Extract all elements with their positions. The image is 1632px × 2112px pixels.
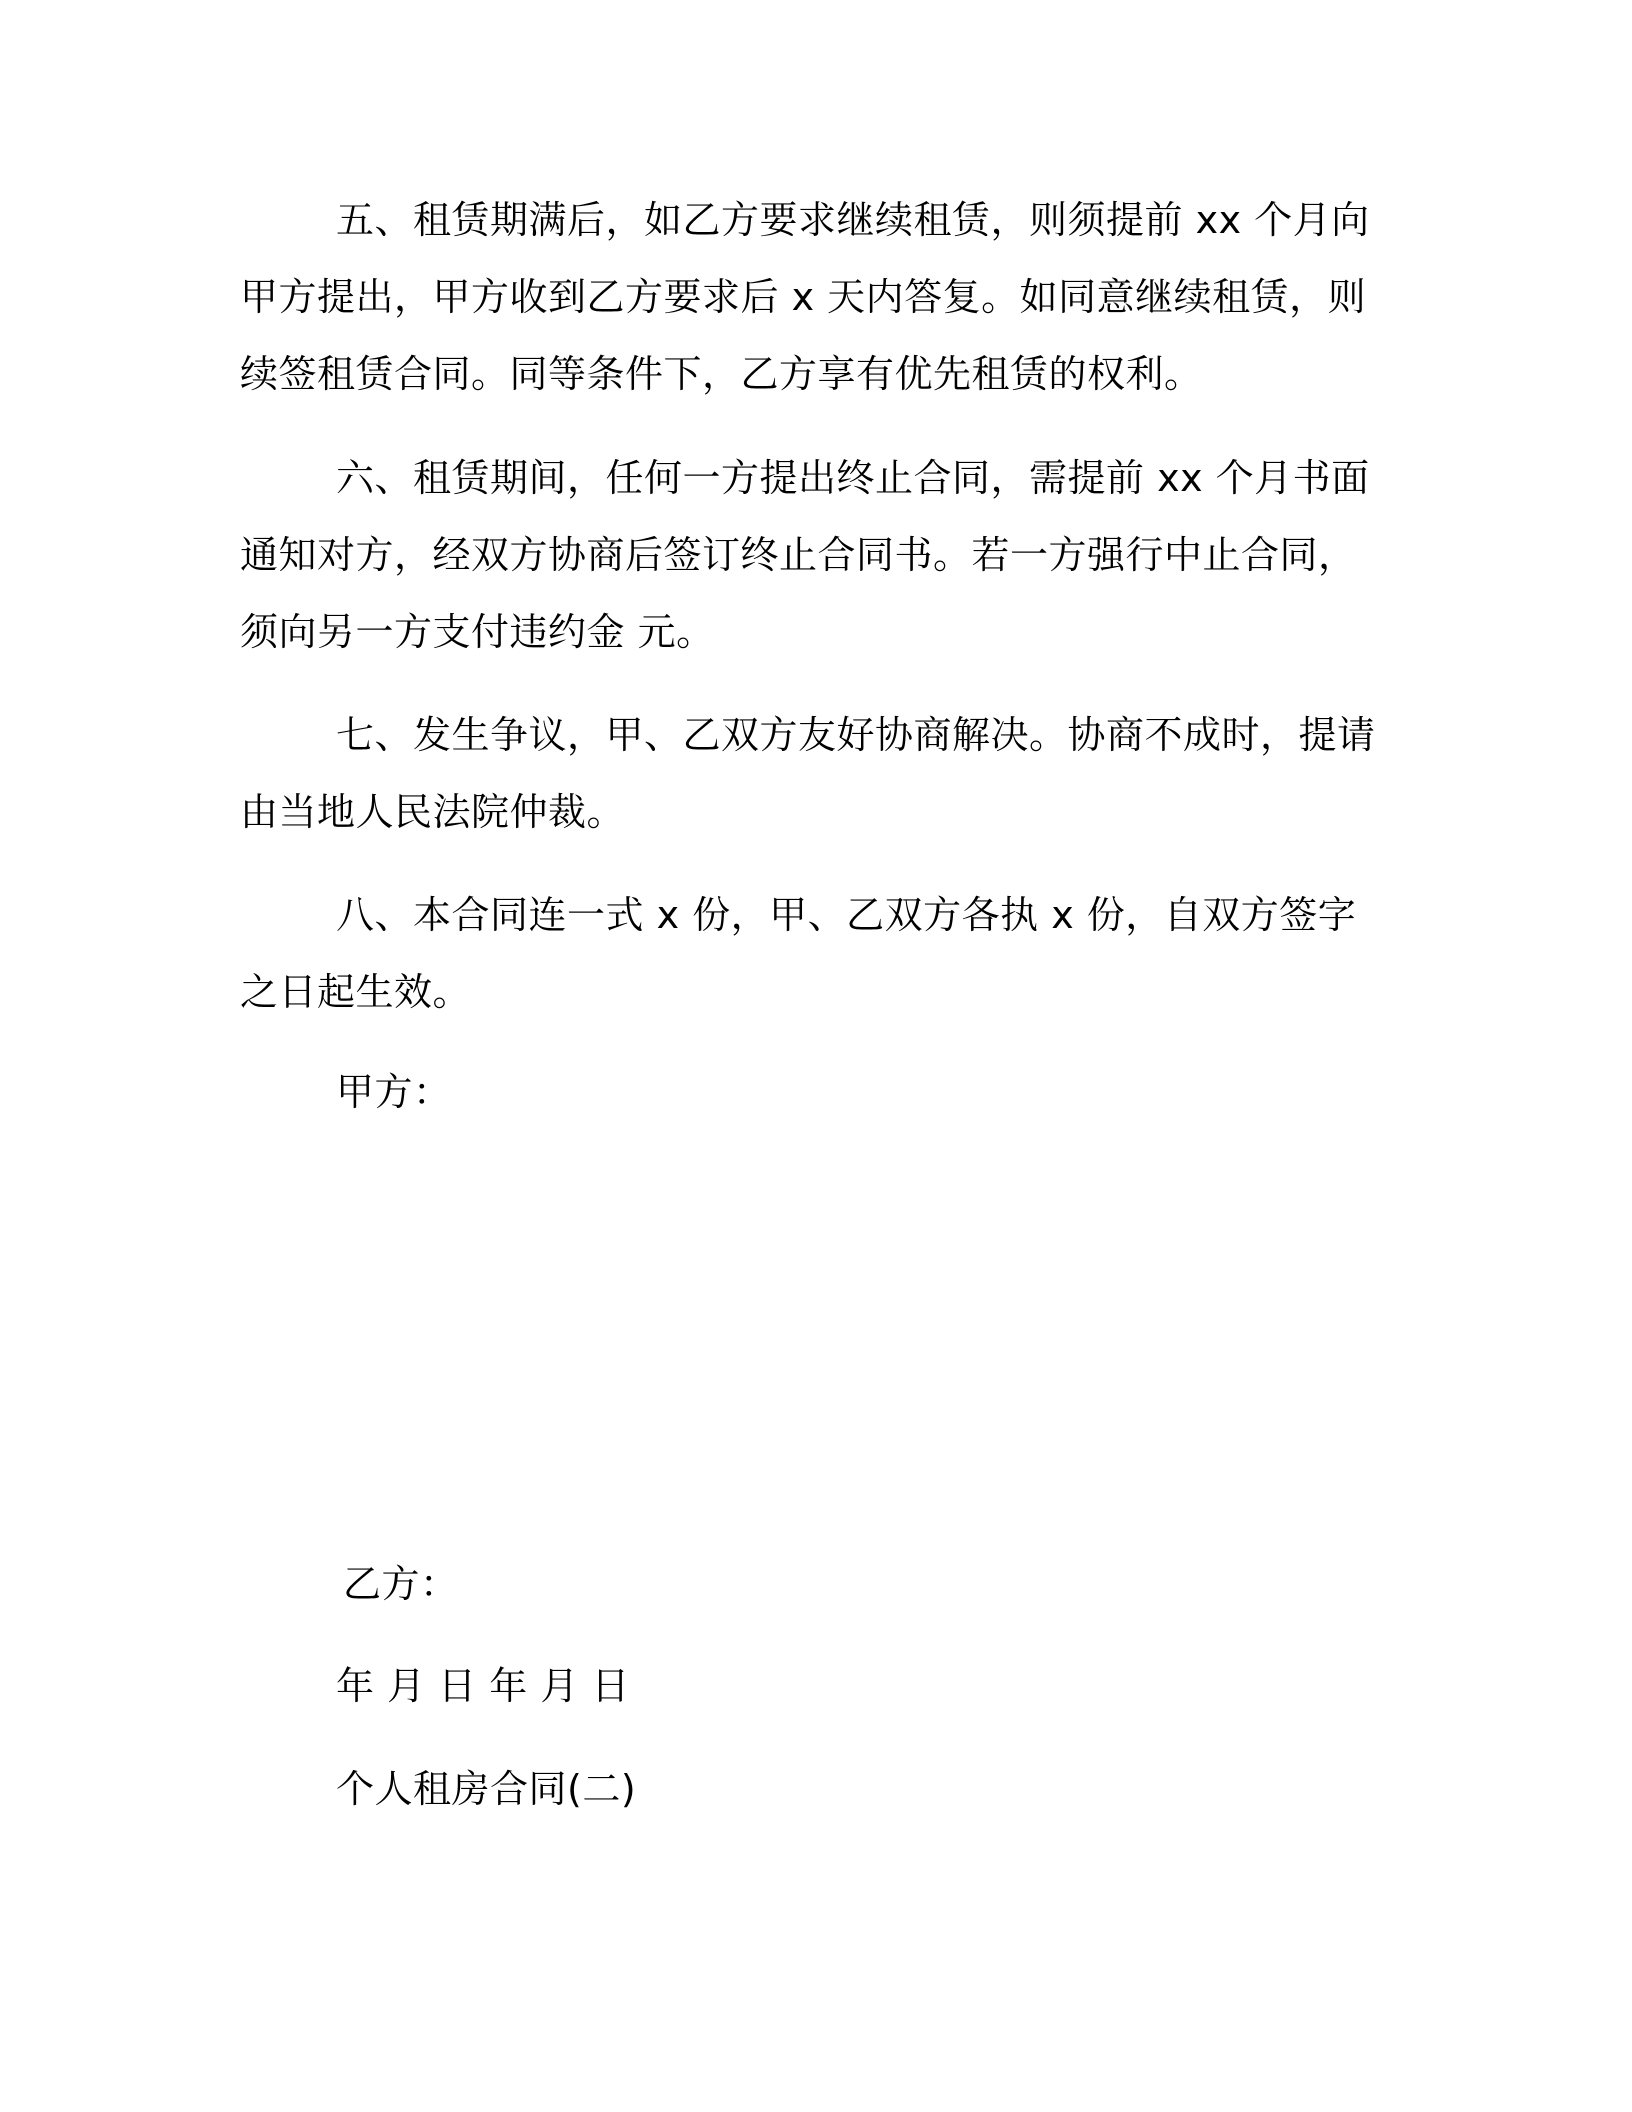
- party-b-signature-label: 乙方：: [343, 1562, 459, 1606]
- next-contract-title: 个人租房合同(二): [336, 1767, 637, 1811]
- signature-date-line: 年 月 日 年 月 日: [336, 1664, 630, 1708]
- clause-5: 五、租赁期满后，如乙方要求继续租赁，则须提前 xx 个月向甲方提出，甲方收到乙方要求后 x 天内答复。如同意继续租赁，则续签租赁合同。同等条件下，乙方享有优先租赁的权利。: [240, 198, 1370, 396]
- clause-8: 八、本合同连一式 x 份，甲、乙双方各执 x 份，自双方签字之日起生效。: [240, 893, 1357, 1014]
- party-a-signature-label: 甲方：: [336, 1070, 452, 1114]
- clause-7: 七、发生争议，甲、乙双方友好协商解决。协商不成时，提请由当地人民法院仲裁。: [240, 713, 1376, 834]
- clause-6: 六、租赁期间，任何一方提出终止合同，需提前 xx 个月书面通知对方，经双方协商后签订终止合同书。若一方强行中止合同，须向另一方支付违约金 元。: [240, 456, 1370, 654]
